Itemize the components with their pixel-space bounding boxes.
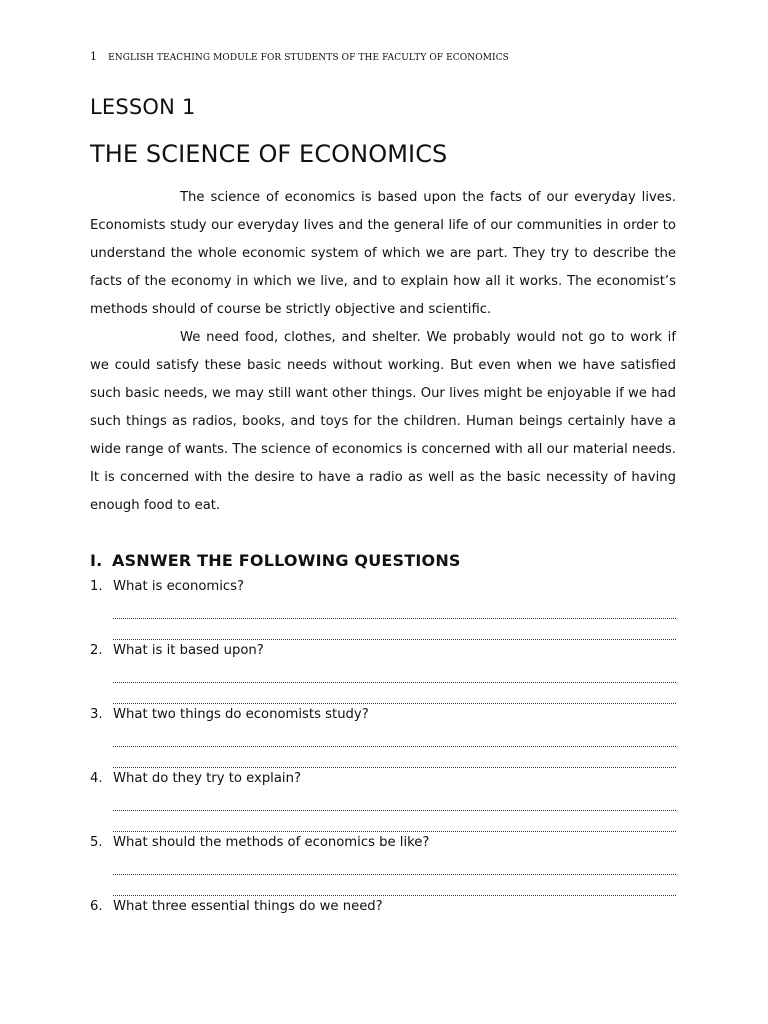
exercise-heading [90, 551, 461, 570]
running-header [90, 50, 509, 63]
question-item [90, 768, 676, 832]
question-number: 5. [90, 835, 103, 850]
answer-line [113, 662, 676, 683]
question-number: 1. [90, 579, 103, 594]
answer-line [113, 811, 676, 832]
running-title: ENGLISH TEACHING MODULE FOR STUDENTS OF THE FACULTY OF ECONOMICS [108, 53, 509, 63]
question-text: What three essential things do we need? [113, 899, 383, 914]
answer-line [113, 598, 676, 619]
paragraph: We need food, clothes, and shelter. We probably would not go to work if we could satisfy these basic needs without working. But even when we have satisfied such basic needs, we may still want other things. Our lives might be enjoyable if we had such things as radios, books, and toys for the children. Human beings certainly have a wide range of wants. The science of economics is concerned with all our material needs. It is concerned with the desire to have a radio as well as the basic necessity of having enough food to eat. [90, 330, 676, 513]
section-heading-text: ASNWER THE FOLLOWING QUESTIONS [112, 551, 461, 570]
section-numeral: I. [90, 551, 103, 570]
reading-passage [90, 184, 676, 520]
question-text: What is economics? [113, 579, 245, 594]
question-number: 2. [90, 643, 103, 658]
answer-line [113, 875, 676, 896]
question-list [90, 576, 676, 918]
question-text: What is it based upon? [113, 643, 264, 658]
question-item [90, 704, 676, 768]
question-number: 6. [90, 899, 103, 914]
question-item [90, 576, 676, 640]
question-item [90, 832, 676, 896]
lesson-label: LESSON 1 [90, 95, 196, 119]
question-number: 4. [90, 771, 103, 786]
answer-line [113, 747, 676, 768]
paragraph: The science of economics is based upon the facts of our everyday lives. Economists study our everyday lives and the general life of our communities in order to understand the whole economic system of which we are part. They try to describe the facts of the economy in which we live, and to explain how all it works. The economist’s methods should of course be strictly objective and scientific. [90, 190, 676, 317]
question-text: What two things do economists study? [113, 707, 369, 722]
answer-line [113, 854, 676, 875]
answer-line [113, 619, 676, 640]
answer-line [113, 683, 676, 704]
question-text: What should the methods of economics be like? [113, 835, 430, 850]
question-item [90, 640, 676, 704]
answer-line [113, 790, 676, 811]
page-number: 1 [90, 50, 98, 63]
answer-line [113, 726, 676, 747]
question-item [90, 896, 676, 918]
lesson-title: THE SCIENCE OF ECONOMICS [90, 140, 448, 168]
question-number: 3. [90, 707, 103, 722]
question-text: What do they try to explain? [113, 771, 301, 786]
